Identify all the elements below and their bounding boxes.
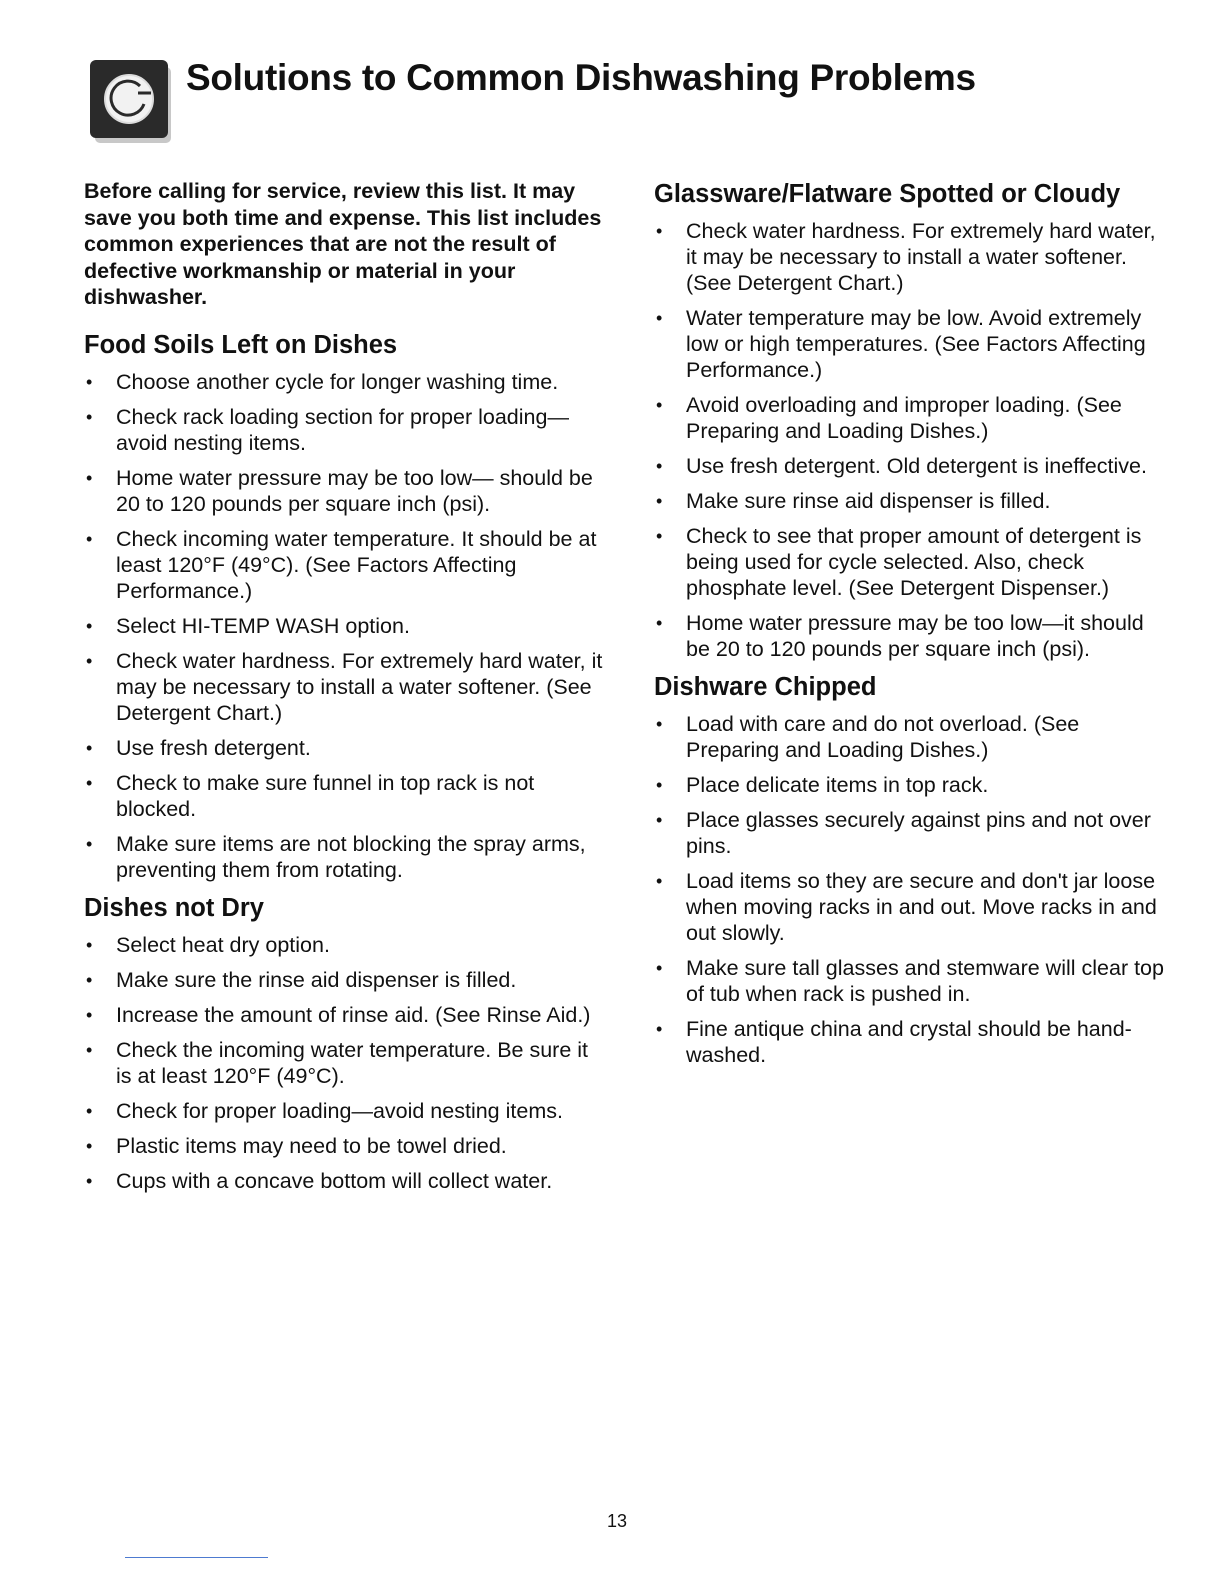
list-item: • Select heat dry option. [84,932,604,958]
left-column [84,178,604,1203]
chipped-list [654,711,1164,1068]
list-item: • Home water pressure may be too low— should be 20 to 120 pounds per square inch (psi). [84,465,604,517]
spotted-list [654,218,1164,662]
dishwasher-logo-icon [90,60,168,138]
list-item: • Use fresh detergent. Old detergent is ineffective. [654,453,1164,479]
list-item: • Check water hardness. For extremely hard water, it may be necessary to install a water softener. (See Detergent Chart.) [654,218,1164,296]
list-item: • Increase the amount of rinse aid. (See Rinse Aid.) [84,1002,604,1028]
list-item: • Avoid overloading and improper loading. (See Preparing and Loading Dishes.) [654,392,1164,444]
intro-text: Before calling for service, review this list. It may save you both time and expense. This list includes common experiences that are not the result of defective workmanship or material in your dishwasher. [84,179,602,309]
page-number: 13 [606,1511,628,1531]
list-item: • Load with care and do not overload. (See Preparing and Loading Dishes.) [654,711,1164,763]
page-header [90,55,1190,155]
list-item: • Plastic items may need to be towel dried. [84,1133,604,1159]
section-title-spotted: Glassware/Flatware Spotted or Cloudy [654,180,1121,208]
list-item: • Check for proper loading—avoid nesting items. [84,1098,604,1124]
list-item: • Select HI-TEMP WASH option. [84,613,604,639]
section-title-not-dry: Dishes not Dry [84,893,264,922]
list-item: • Water temperature may be low. Avoid extremely low or high temperatures. (See Factors Affecting Performance.) [654,305,1164,383]
section-title-food-soils: Food Soils Left on Dishes [84,330,398,359]
list-item: • Use fresh detergent. [84,735,604,761]
list-item: • Check water hardness. For extremely hard water, it may be necessary to install a water softener. (See Detergent Chart.) [84,648,604,726]
list-item: • Place glasses securely against pins and not over pins. [654,807,1164,859]
list-item: • Check to make sure funnel in top rack is not blocked. [84,770,604,822]
list-item: • Make sure items are not blocking the spray arms, preventing them from rotating. [84,831,604,883]
right-column [654,178,1164,1077]
list-item: • Check the incoming water temperature. Be sure it is at least 120°F (49°C). [84,1037,604,1089]
list-item: • Check to see that proper amount of detergent is being used for cycle selected. Also, check phosphate level. (See Detergent Dispenser.) [654,523,1164,601]
footer-divider [125,1557,268,1558]
list-item: • Make sure rinse aid dispenser is filled. [654,488,1164,514]
list-item: • Make sure tall glasses and stemware will clear top of tub when rack is pushed in. [654,955,1164,1007]
list-item: • Place delicate items in top rack. [654,772,1164,798]
not-dry-list [84,932,604,1194]
food-soils-list [84,369,604,883]
list-item: • Make sure the rinse aid dispenser is filled. [84,967,604,993]
list-item: • Fine antique china and crystal should be hand-washed. [654,1016,1164,1068]
list-item: • Cups with a concave bottom will collect water. [84,1168,604,1194]
list-item: • Check rack loading section for proper loading—avoid nesting items. [84,404,604,456]
list-item: • Load items so they are secure and don't jar loose when moving racks in and out. Move racks in and out slowly. [654,868,1164,946]
list-item: • Choose another cycle for longer washing time. [84,369,604,395]
list-item: • Home water pressure may be too low—it should be 20 to 120 pounds per square inch (psi). [654,610,1164,662]
section-title-chipped: Dishware Chipped [654,673,877,701]
list-item: • Check incoming water temperature. It should be at least 120°F (49°C). (See Factors Affecting Performance.) [84,526,604,604]
page-title: Solutions to Common Dishwashing Problems [186,57,976,98]
